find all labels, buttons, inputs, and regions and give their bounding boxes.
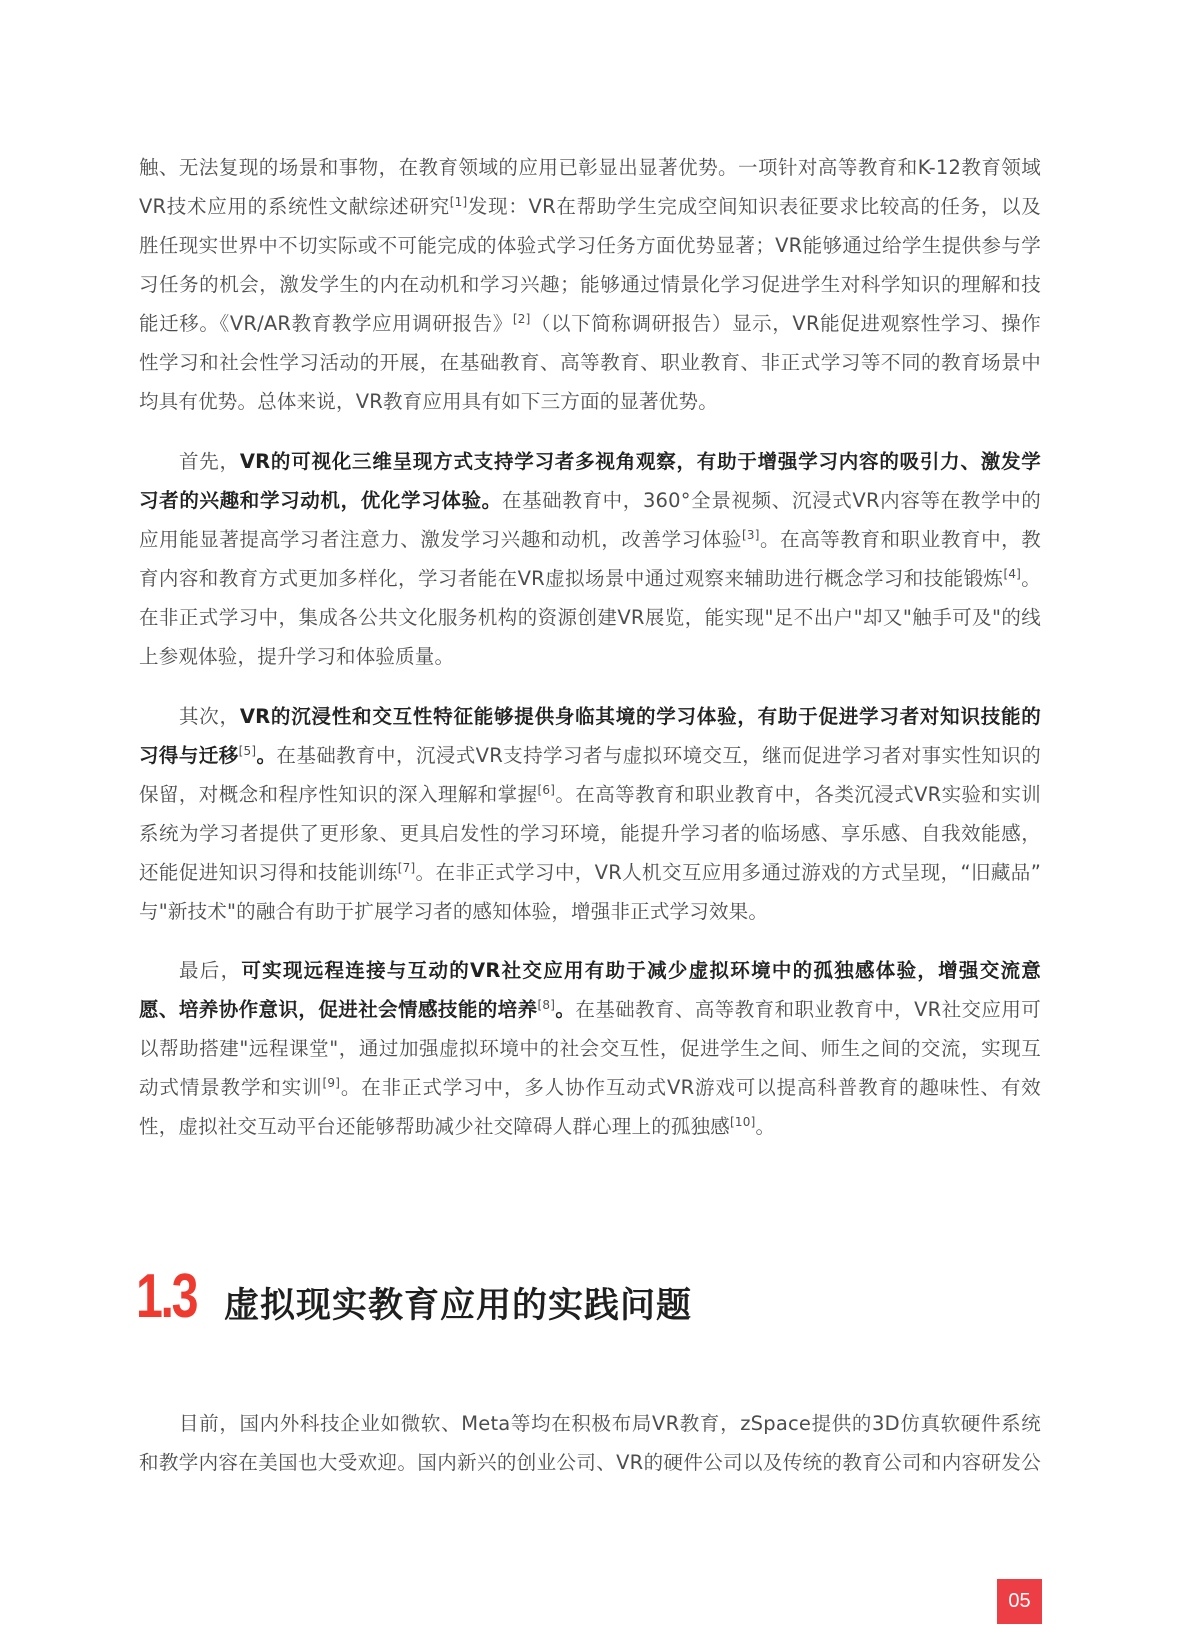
- body-text-span: 。在高等教育和职业教育中，各类沉浸式VR实验和实训: [555, 783, 1041, 806]
- body-text-span: 以帮助搭建"远程课堂"，通过加强虚拟环境中的社会交互性，促进学生之间、师生之间的交流，实现互: [139, 1037, 1041, 1060]
- paragraph: [139, 1404, 1041, 1482]
- body-text-span: 能迁移。《VR/AR教育教学应用调研报告》: [139, 312, 513, 335]
- citation-marker: [10]: [730, 1115, 756, 1129]
- bold-text: 习者的兴趣和学习动机，优化学习体验。: [139, 489, 502, 512]
- text-line: [139, 148, 1041, 187]
- body-text-span: 保留，对概念和程序性知识的深入理解和掌握: [139, 783, 538, 806]
- text-line: [139, 951, 1041, 990]
- citation-marker: [5]: [238, 744, 257, 758]
- body-text-span: 习任务的机会，激发学生的内在动机和学习兴趣；能够通过情景化学习促进学生对科学知识的理解和技: [139, 273, 1041, 296]
- body-text-span: 。: [1021, 567, 1041, 590]
- text-line: [139, 304, 1041, 343]
- body-text-span: 与"新技术"的融合有助于扩展学习者的感知体验，增强非正式学习效果。: [139, 900, 769, 923]
- paragraph: [139, 148, 1041, 421]
- body-text-span: 动式情景教学和实训: [139, 1076, 323, 1099]
- body-text-span: 和教学内容在美国也大受欢迎。国内新兴的创业公司、VR的硬件公司以及传统的教育公司和内容研发公: [139, 1451, 1041, 1474]
- text-line: [139, 481, 1041, 520]
- body-text-span: 。: [755, 1115, 776, 1138]
- section-number: 1.3: [136, 1262, 197, 1331]
- text-line: [139, 187, 1041, 226]
- text-line: [139, 814, 1041, 853]
- body-text-span: 性学习和社会性学习活动的开展，在基础教育、高等教育、职业教育、非正式学习等不同的教育场景中: [139, 351, 1041, 374]
- body-text-span: 均具有优势。总体来说，VR教育应用具有如下三方面的显著优势。: [139, 390, 718, 413]
- body-text-span: 还能促进知识习得和技能训练: [139, 861, 398, 884]
- citation-marker: [4]: [1003, 567, 1022, 581]
- text-line: [139, 520, 1041, 559]
- text-line: [139, 1068, 1041, 1107]
- body-text-span: 育内容和教育方式更加多样化，学习者能在VR虚拟场景中通过观察来辅助进行概念学习和技能锻炼: [139, 567, 1004, 590]
- text-line: [139, 598, 1041, 637]
- body-text-span: （以下简称调研报告）显示，VR能促进观察性学习、操作: [530, 312, 1041, 335]
- body-text-span: 在基础教育中，沉浸式VR支持学习者与虚拟环境交互，继而促进学习者对事实性知识的: [276, 744, 1041, 767]
- bold-text: VR的沉浸性和交互性特征能够提供身临其境的学习体验，有助于促进学习者对知识技能的: [239, 705, 1041, 728]
- text-line: [139, 1029, 1041, 1068]
- citation-marker: [1]: [449, 195, 468, 209]
- citation-marker: [8]: [537, 998, 556, 1012]
- body-text-span: 。在非正式学习中，VR人机交互应用多通过游戏的方式呈现，“旧藏品”: [415, 861, 1041, 884]
- page-number: 05: [997, 1579, 1042, 1624]
- citation-marker: [6]: [537, 783, 556, 797]
- body-text-span: 上参观体验，提升学习和体验质量。: [139, 645, 455, 668]
- text-line: [139, 442, 1041, 481]
- bold-text: 习得与迁移: [139, 744, 239, 767]
- body-text-span: 在非正式学习中，集成各公共文化服务机构的资源创建VR展览，能实现"足不出户"却又"触手可及"的线: [139, 606, 1041, 629]
- body-text-span: VR技术应用的系统性文献综述研究: [139, 195, 450, 218]
- body-text-span: 首先，: [179, 450, 240, 473]
- text-line: [139, 382, 1041, 421]
- citation-marker: [7]: [397, 861, 416, 875]
- body-text-span: 最后，: [179, 959, 242, 982]
- body-text-span: 。在高等教育和职业教育中，教: [759, 528, 1041, 551]
- text-line: [139, 736, 1041, 775]
- text-line: [139, 559, 1041, 598]
- body-text-span: 胜任现实世界中不切实际或不可能完成的体验式学习任务方面优势显著；VR能够通过给学生提供参与学: [139, 234, 1041, 257]
- text-line: [139, 775, 1041, 814]
- text-line: [139, 1107, 1041, 1146]
- body-text-span: 系统为学习者提供了更形象、更具启发性的学习环境，能提升学习者的临场感、享乐感、自我效能感，: [139, 822, 1041, 845]
- text-line: [139, 265, 1041, 304]
- bold-text: 愿、培养协作意识，促进社会情感技能的培养: [139, 998, 538, 1021]
- body-text-span: 目前，国内外科技企业如微软、Meta等均在积极布局VR教育，zSpace提供的3D仿真软硬件系统: [179, 1412, 1041, 1435]
- text-line: [139, 343, 1041, 382]
- body-text-span: 其次，: [179, 705, 240, 728]
- bold-text: 。: [256, 744, 277, 767]
- paragraph: [139, 442, 1041, 676]
- paragraph: [139, 697, 1041, 931]
- text-line: [139, 1443, 1041, 1482]
- text-line: [139, 990, 1041, 1029]
- text-line: [139, 637, 1041, 676]
- bold-text: VR的可视化三维呈现方式支持学习者多视角观察，有助于增强学习内容的吸引力、激发学: [239, 450, 1041, 473]
- citation-marker: [9]: [322, 1076, 341, 1090]
- text-line: [139, 226, 1041, 265]
- citation-marker: [3]: [741, 528, 760, 542]
- paragraph: [139, 951, 1041, 1146]
- section-heading: [136, 1262, 693, 1331]
- body-text-span: 应用能显著提高学习者注意力、激发学习兴趣和动机，改善学习体验: [139, 528, 742, 551]
- text-line: [139, 697, 1041, 736]
- body-text-span: 发现：VR在帮助学生完成空间知识表征要求比较高的任务，以及: [467, 195, 1041, 218]
- body-text-span: 。在非正式学习中，多人协作互动式VR游戏可以提高科普教育的趣味性、有效: [340, 1076, 1041, 1099]
- citation-marker: [2]: [512, 312, 531, 326]
- section-title: 虚拟现实教育应用的实践问题: [224, 1286, 693, 1326]
- body-text-span: 在基础教育中，360°全景视频、沉浸式VR内容等在教学中的: [501, 489, 1041, 512]
- body-text-span: 在基础教育、高等教育和职业教育中，VR社交应用可: [575, 998, 1041, 1021]
- bold-text: 。: [555, 998, 576, 1021]
- bold-text: 可实现远程连接与互动的VR社交应用有助于减少虚拟环境中的孤独感体验，增强交流意: [241, 959, 1041, 982]
- body-text-span: 触、无法复现的场景和事物，在教育领域的应用已彰显出显著优势。一项针对高等教育和K-12教育领域: [139, 156, 1041, 179]
- text-line: [139, 853, 1041, 892]
- body-text-span: 性，虚拟社交互动平台还能够帮助减少社交障碍人群心理上的孤独感: [139, 1115, 731, 1138]
- text-line: [139, 892, 1041, 931]
- text-line: [139, 1404, 1041, 1443]
